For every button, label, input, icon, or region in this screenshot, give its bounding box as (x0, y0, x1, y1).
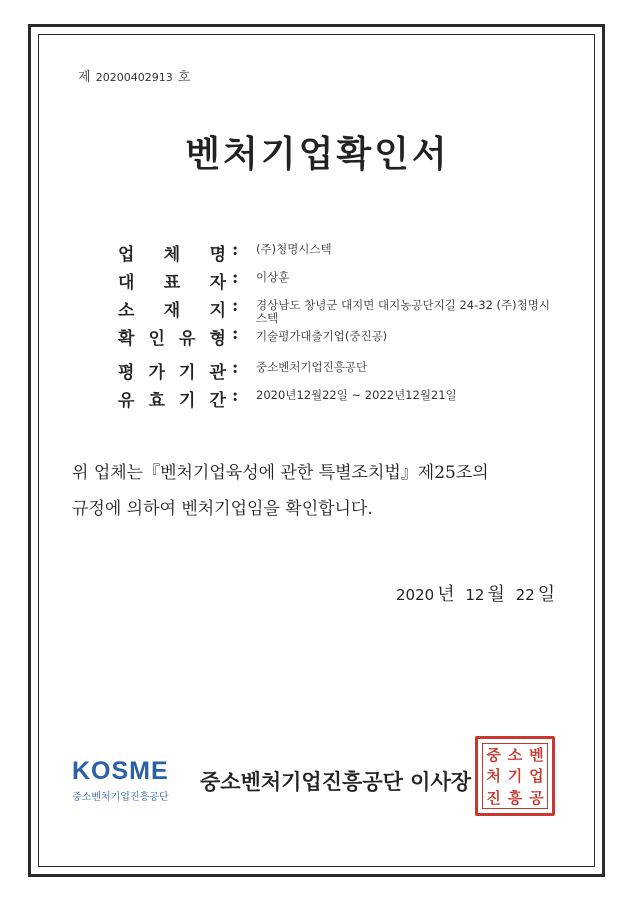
field-value: (주)청명시스텍 (256, 242, 332, 256)
doc-number-suffix: 호 (177, 70, 191, 85)
issuer-name: 중소벤처기업진흥공단 이사장 (200, 769, 472, 794)
logo-subtitle: 중소벤처기업진흥공단 (72, 792, 169, 803)
seal-char: 공 (529, 788, 544, 807)
field-label: 평 가 기 관 (118, 363, 226, 383)
field-label: 확 인 유 형 (118, 329, 226, 349)
logo-mark: KOSME (72, 757, 169, 785)
official-seal (475, 736, 555, 816)
field-label: 소 재 지 (118, 301, 226, 321)
field-label: 대 표 자 (118, 273, 226, 293)
date-month: 12 (465, 586, 485, 604)
seal-char: 소 (507, 746, 523, 765)
field-colon: : (232, 324, 239, 344)
field-colon: : (232, 296, 239, 316)
seal-char: 흥 (507, 788, 523, 807)
seal-char: 처 (486, 767, 501, 786)
issue-date (396, 580, 561, 606)
doc-number-value: 20200402913 (95, 71, 173, 84)
date-year: 2020 (396, 586, 435, 604)
seal-char: 중 (486, 746, 501, 765)
field-colon: : (232, 268, 239, 288)
field-colon: : (232, 240, 239, 260)
field-colon: : (232, 386, 239, 406)
seal-char: 벤 (529, 746, 544, 765)
field-value: 중소벤처기업진흥공단 (256, 360, 368, 374)
seal-char: 진 (486, 788, 501, 807)
date-day: 22 (515, 586, 535, 604)
date-year-unit: 년 (437, 584, 455, 605)
certificate-title: 벤처기업확인서 (185, 133, 450, 175)
statement-line-2: 규정에 의하여 벤처기업임을 확인합니다. (72, 499, 373, 519)
statement-line-1: 위 업체는『벤처기업육성에 관한 특별조치법』제25조의 (72, 463, 489, 483)
seal-characters (482, 743, 548, 809)
field-value: 기술평가대출기업(중진공) (256, 329, 388, 343)
seal-char: 기 (507, 767, 523, 786)
date-day-unit: 일 (537, 584, 556, 605)
field-colon: : (232, 358, 239, 378)
certification-statement (72, 455, 572, 527)
seal-char: 업 (529, 767, 544, 786)
kosme-logo (72, 758, 192, 803)
field-label: 업 체 명 (118, 245, 226, 265)
field-label: 유 효 기 간 (118, 391, 226, 411)
doc-number-prefix: 제 (78, 70, 91, 85)
field-value: 이상훈 (256, 270, 290, 284)
document-number (78, 66, 190, 85)
field-value: 경상남도 창녕군 대지면 대지농공단지길 24-32 (주)청명시스텍 (256, 298, 550, 325)
date-month-unit: 월 (487, 584, 505, 605)
field-value: 2020년12월22일 ~ 2022년12월21일 (256, 388, 457, 402)
